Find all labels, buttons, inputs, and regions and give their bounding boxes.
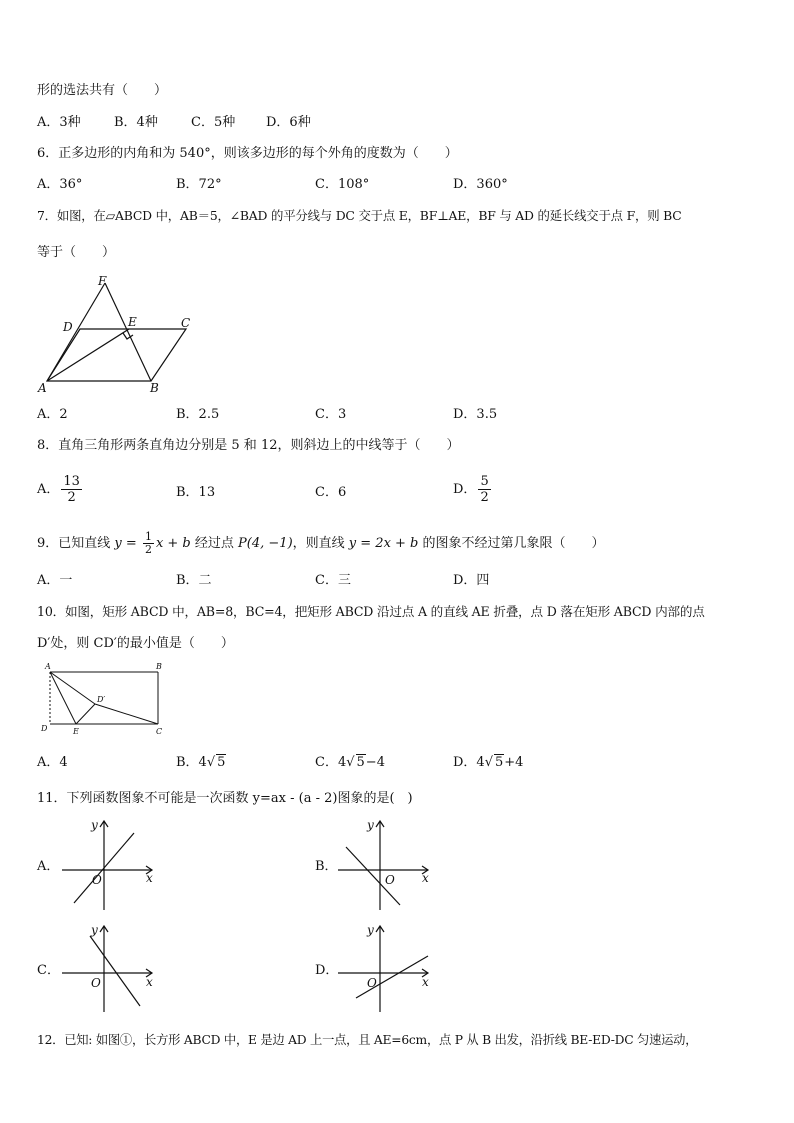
q11-graph-d: [336, 920, 436, 1020]
q9-option-b: B．二: [176, 573, 212, 588]
svg-text:x: x: [146, 975, 153, 989]
q10-rectangle-figure: [36, 660, 172, 738]
q5-stem-tail: 形的选法共有（ ）: [37, 83, 168, 98]
q12-stem-line1: 12．已知: 如图①，长方形 ABCD 中，E 是边 AD 上一点，且 AE=6cm，点 P 从 B 出发，沿折线 BE-ED-DC 匀速运动，: [37, 1033, 698, 1047]
q10-option-a: A．4: [37, 755, 68, 770]
q8-option-c: C．6: [315, 485, 347, 500]
q6-stem: 6．正多边形的内角和为 540°，则该多边形的每个外角的度数为（ ）: [37, 146, 458, 161]
q5-option-d: D．6种: [266, 115, 311, 130]
q11-option-d-label: D．: [315, 963, 339, 978]
q7-label-D: D: [63, 320, 73, 334]
q10-stem-line1: 10．如图，矩形 ABCD 中，AB=8，BC=4，把矩形 ABCD 沿过点 A 的直线 AE 折叠，点 D 落在矩形 ABCD 内部的点: [37, 604, 705, 619]
q11-option-c-label: C．: [37, 963, 60, 978]
q9-option-a: A．一: [37, 573, 73, 588]
q10-label-D-prime: D′: [97, 695, 106, 704]
q7-label-B: B: [150, 381, 159, 395]
q7-label-C: C: [181, 316, 191, 330]
q8-stem: 8．直角三角形两条直角边分别是 5 和 12，则斜边上的中线等于（ ）: [37, 438, 460, 453]
q7-label-F: F: [98, 274, 107, 288]
q10-stem-line2: D′处，则 CD′的最小值是（ ）: [37, 636, 234, 651]
q9-stem: 9．已知直线 y = $\frac{1}{2}$ x + b 经过点 P(4, −1)，则直线 y = 2x + b 的图象不经过第几象限（ ）: [37, 530, 605, 556]
svg-text:y: y: [91, 923, 98, 937]
svg-text:x: x: [422, 871, 429, 885]
q10-label-D: D: [41, 724, 48, 733]
q8-option-a: A． $\frac{13}{2}$: [37, 474, 80, 505]
q9-option-d: D．四: [453, 573, 490, 588]
q7-stem-line1: 7．如图，在▱ABCD 中，AB＝5，∠BAD 的平分线与 DC 交于点 E，BF⊥AE，BF 与 AD 的延长线交于点 F，则 BC: [37, 208, 682, 223]
svg-text:O: O: [92, 873, 102, 887]
q5-option-b: B．4种: [114, 115, 158, 130]
q11-option-a-label: A．: [37, 859, 60, 874]
q10-option-c: C．4√ 5−4: [315, 755, 385, 770]
q11-option-b-label: B．: [315, 859, 338, 874]
q7-parallelogram-figure: [30, 268, 200, 396]
svg-text:y: y: [367, 818, 374, 832]
q8-option-b: B．13: [176, 485, 216, 500]
q10-label-A: A: [45, 662, 51, 671]
q10-label-B: B: [156, 662, 162, 671]
q6-option-b: B．72°: [176, 177, 222, 192]
q7-label-A: A: [38, 381, 47, 395]
q10-label-C: C: [156, 727, 163, 736]
q8-option-d: D． $\frac{5}{2}$: [453, 474, 489, 505]
svg-text:x: x: [422, 975, 429, 989]
q7-option-d: D．3.5: [453, 407, 498, 422]
q6-option-a: A．36°: [37, 177, 83, 192]
q7-label-E: E: [128, 315, 137, 329]
q9-option-c: C．三: [315, 573, 351, 588]
q5-option-a: A．3种: [37, 115, 81, 130]
svg-text:y: y: [91, 818, 98, 832]
svg-text:O: O: [385, 873, 395, 887]
q10-option-b: B．4√ 5: [176, 755, 226, 770]
q10-label-E: E: [73, 727, 79, 736]
svg-text:O: O: [367, 976, 377, 990]
q11-graph-a: [60, 815, 160, 915]
q5-option-c: C．5种: [191, 115, 236, 130]
q11-stem: 11．下列函数图象不可能是一次函数 y=ax - (a - 2)图象的是( ): [37, 791, 413, 806]
svg-text:y: y: [367, 923, 374, 937]
q7-option-a: A．2: [37, 407, 68, 422]
q11-graph-b: [336, 815, 436, 915]
q6-option-c: C．108°: [315, 177, 370, 192]
svg-text:O: O: [91, 976, 101, 990]
q11-graph-c: [60, 920, 160, 1020]
q7-option-c: C．3: [315, 407, 347, 422]
q7-stem-line2: 等于（ ）: [37, 245, 116, 260]
q6-option-d: D．360°: [453, 177, 508, 192]
q7-option-b: B．2.5: [176, 407, 220, 422]
q10-option-d: D．4√ 5+4: [453, 755, 524, 770]
svg-text:x: x: [146, 871, 153, 885]
